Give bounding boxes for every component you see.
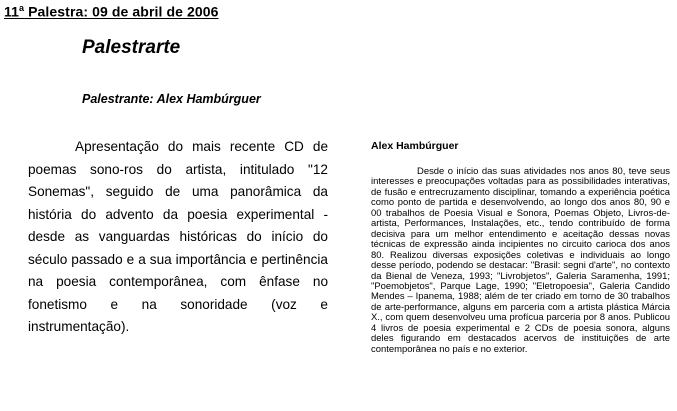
bio-paragraph: Desde o início das suas atividades nos anos 80, teve seus interesses e preocupações voltadas para as possibilidades interativas, de fusão e entrecruzamento disciplinar, tomando a experiência poética como ponto de partida e desenvolvendo, ao longo dos anos 80, 90 e 00 trabalhos de Poesia Visual e Sonora, Poemas Objeto, Livros-de-artista, Performances, Instalações, etc., tendo contribuído de forma decisiva para um melhor entendimento e aceitação dessas novas técnicas de expressão ainda incipientes no circuito carioca dos anos 80. Realizou diversas exposições coletivas e individuais ao longo desse período, podendo se destacar: "Brasil: segni d'arte", no contexto da Bienal de Veneza, 1993; "Livrobjetos", Galeria Saramenha, 1991; "Poemobjetos", Parque Lage, 1990; "Eletropoesia", Galeria Candido Mendes – Ipanema, 1988; além de ter criado em torno de 30 trabalhos de arte-performance, alguns em parceria com a artista plástica Márcia X., com quem desenvolveu uma profícua parceria por 8 anos. Publicou 4 livros de poesia experimental e 2 CDs de poesia sonora, alguns deles figurando em destacados acervos de instituições de arte contemporânea no país e no exterior. xyxy=(371,166,670,355)
lecture-date: Palestra: 09 de abril de 2006 xyxy=(24,3,219,20)
speaker-line: Palestrante: Alex Hambúrguer xyxy=(82,92,261,106)
intro-paragraph: Apresentação do mais recente CD de poemas sono-ros do artista, intitulado "12 Sonemas", seguido de uma panorâmica da história do advento da poesia experimental - desde as vanguardas históricas do início do século passado e a sua importância e pertinência na poesia contemporânea, com ênfase no fonetismo e na sonoridade (voz e instrumentação). xyxy=(28,139,328,334)
lecture-header xyxy=(4,3,219,20)
ordinal-indicator: a xyxy=(19,3,25,13)
lecture-number: 11 xyxy=(4,3,19,20)
bio-name: Alex Hambúrguer xyxy=(371,140,459,152)
page-title: Palestrarte xyxy=(82,37,181,58)
